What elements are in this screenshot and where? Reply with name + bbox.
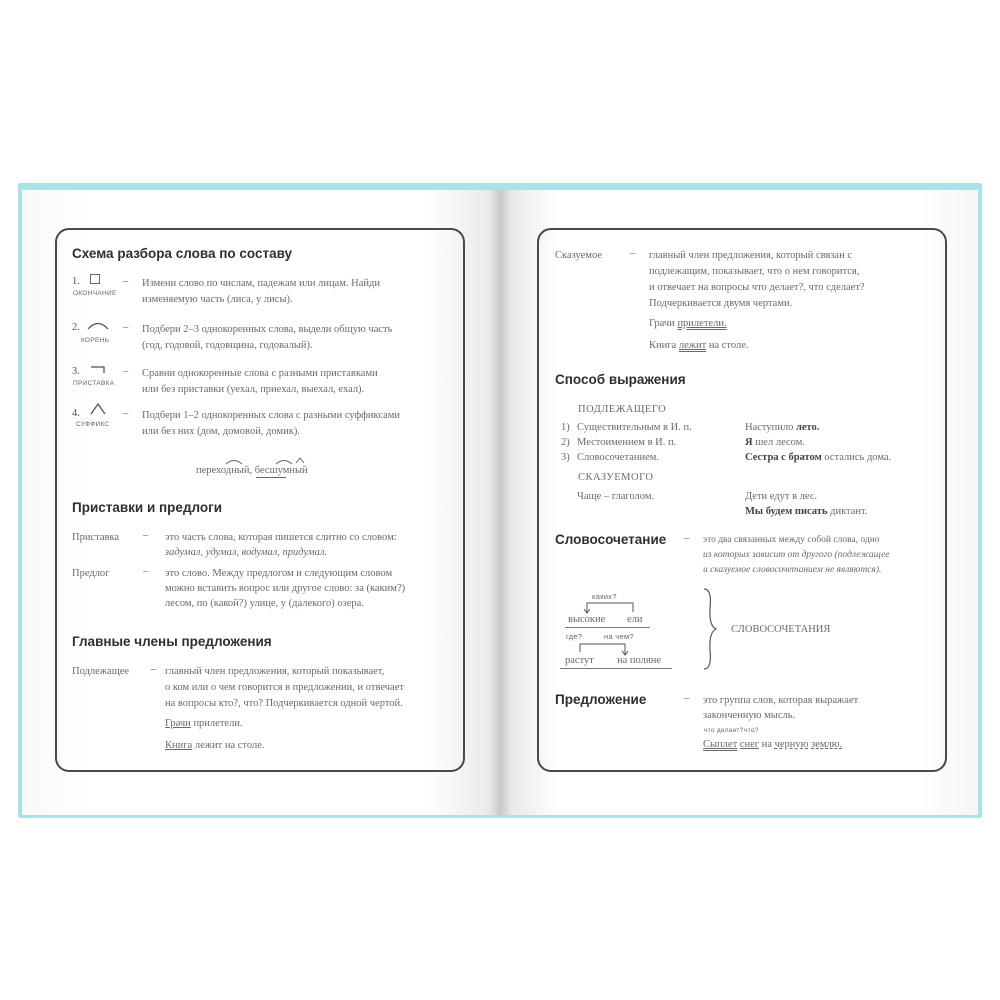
- definition-example: задумал, удумал, водумал, придумал.: [165, 547, 328, 558]
- row-number: 2): [561, 437, 570, 448]
- row-label: Существительным в И. п.: [577, 422, 692, 433]
- definition-text: это группа слов, которая выражает: [703, 695, 859, 706]
- phrase-word: высокие: [568, 614, 606, 625]
- predicate-example: Дети едут в лес.: [745, 491, 818, 502]
- example-line: [165, 716, 243, 731]
- example-text: Наступило: [745, 422, 794, 433]
- question-label: каких?: [592, 592, 617, 601]
- phrase-word: растут: [565, 655, 594, 666]
- morpheme-marks: [196, 457, 326, 465]
- example-line: [165, 738, 264, 753]
- section-title-prefixes: Приставки и предлоги: [72, 500, 223, 515]
- section-title-phrase: Словосочетание: [555, 532, 667, 547]
- definition-text: о ком или о чем говорится в предложении, и отвечает: [165, 682, 404, 693]
- subject-heading: ПОДЛЕЖАЩЕГО: [578, 404, 667, 415]
- dash: –: [123, 322, 129, 333]
- subject-word: Книга: [165, 740, 193, 751]
- definition-text: и сказуемое словосочетанием не являются).: [703, 565, 882, 575]
- sentence-example: [703, 737, 842, 752]
- predicate-word: лежит: [678, 340, 707, 351]
- phrase-word: ели: [627, 614, 643, 625]
- object-word: землю.: [811, 739, 843, 750]
- dash: –: [684, 693, 690, 704]
- definition-text: можно вставить вопрос или другое слово: за (каким?): [165, 583, 406, 594]
- row-example: [745, 420, 819, 435]
- step-label: СУФФИКС: [76, 421, 110, 428]
- section-title-main-parts: Главные члены предложения: [72, 634, 272, 649]
- step-text: Подбери 1–2 однокоренных слова с разными суффиксами: [142, 410, 401, 421]
- example-subject: Грачи: [649, 318, 675, 329]
- step-text: Подбери 2–3 однокоренных слова, выдели общую часть: [142, 324, 393, 335]
- definition-text: законченную мысль.: [703, 710, 796, 721]
- predicate-word: прилетели.: [677, 318, 727, 329]
- curly-brace: [702, 588, 718, 670]
- example-rest: лежит на столе.: [194, 740, 265, 751]
- predicate-word: Сыплет: [703, 739, 738, 750]
- step-number: 2.: [72, 322, 80, 333]
- example-rest: прилетели.: [193, 718, 243, 729]
- phrase-word: на поляне: [617, 655, 661, 666]
- term-subject: Подлежащее: [72, 666, 130, 677]
- dash: –: [143, 566, 149, 577]
- example-line: [649, 316, 727, 331]
- modifier-word: черную: [774, 739, 809, 750]
- definition-text: и отвечает на вопросы что делает?, что сделает?: [649, 282, 865, 293]
- definition-text: главный член предложения, который связан с: [649, 250, 852, 261]
- phrases-label: СЛОВОСОЧЕТАНИЯ: [731, 624, 831, 635]
- separator-line: [256, 477, 286, 478]
- definition-text: подлежащим, показывает, что о нем говорится,: [649, 266, 860, 277]
- dash: –: [630, 248, 636, 259]
- predicate-heading: СКАЗУЕМОГО: [578, 472, 654, 483]
- dash: –: [123, 276, 129, 287]
- definition-text: главный член предложения, который показывает,: [165, 666, 385, 677]
- example-bold: лето.: [795, 422, 820, 433]
- term-predicate: Сказуемое: [555, 250, 602, 261]
- question-label: где?: [566, 632, 583, 641]
- step-text: (год, годовой, годовщина, годовалый).: [142, 340, 313, 351]
- dash: –: [123, 366, 129, 377]
- step-text: Измени слово по числам, падежам или лицам. Найди: [142, 278, 380, 289]
- suffix-caret-icon: [90, 403, 106, 415]
- section-title-word-parsing: Схема разбора слова по составу: [72, 246, 293, 261]
- step-number: 3.: [72, 366, 80, 377]
- example-text: шел лесом.: [755, 437, 805, 448]
- row-number: 3): [561, 452, 570, 463]
- predicate-example: [745, 504, 867, 519]
- question-label: что делает?: [704, 727, 744, 734]
- example-text: остались дома.: [824, 452, 892, 463]
- step-label: КОРЕНЬ: [81, 337, 110, 344]
- subject-word: снег: [739, 739, 760, 750]
- section-title-expression: Способ выражения: [555, 372, 686, 387]
- example-subject: Книга: [649, 340, 677, 351]
- root-arc-icon: [87, 320, 109, 330]
- example-line: [649, 338, 749, 353]
- example-bold: Сестра с братом: [745, 452, 822, 463]
- definition-text: это два связанных между собой слова, одно: [703, 535, 880, 545]
- step-text: или без приставки (уехал, приехал, выехал, ехал).: [142, 384, 365, 395]
- step-number: 4.: [72, 408, 80, 419]
- definition-text: из которых зависит от другого (подлежащее: [703, 550, 890, 560]
- book-gutter: [488, 190, 512, 815]
- step-label: ОКОНЧАНИЕ: [73, 290, 117, 297]
- row-label: Словосочетанием.: [577, 452, 660, 463]
- dash: –: [143, 530, 149, 541]
- word-parse-example: переходный, бесшумный: [196, 465, 308, 476]
- question-label: на чем?: [604, 632, 634, 641]
- section-title-sentence: Предложение: [555, 692, 647, 707]
- definition-text: на вопросы кто?, что? Подчеркивается одной чертой.: [165, 698, 403, 709]
- term-preposition: Предлог: [72, 568, 110, 579]
- separator-line: [560, 668, 672, 669]
- definition-text: Подчеркивается двумя чертами.: [649, 298, 793, 309]
- predicate-expression: Чаще – глаголом.: [577, 491, 655, 502]
- subject-word: Грачи: [165, 718, 191, 729]
- term-prefix: Приставка: [72, 532, 120, 543]
- example-text: на: [761, 739, 772, 750]
- dash: –: [151, 664, 157, 675]
- step-label: ПРИСТАВКА: [73, 380, 115, 387]
- row-example: [745, 450, 891, 465]
- row-example: [745, 435, 805, 450]
- step-text: Сравни однокоренные слова с разными приставками: [142, 368, 378, 379]
- example-bold: Мы будем писать: [745, 506, 828, 517]
- step-text: изменяемую часть (лиса, у лисы).: [142, 294, 293, 305]
- row-label: Местоимением в И. п.: [577, 437, 677, 448]
- row-number: 1): [561, 422, 570, 433]
- step-text: или без них (дом, домовой, домик).: [142, 426, 300, 437]
- example-bold: Я: [745, 437, 753, 448]
- ending-symbol-icon: [90, 274, 100, 284]
- question-label: что?: [744, 727, 759, 734]
- example-rest: на столе.: [708, 340, 749, 351]
- prefix-symbol-icon: [90, 366, 106, 374]
- step-number: 1.: [72, 276, 80, 287]
- example-text: диктант.: [830, 506, 868, 517]
- separator-line: [565, 627, 650, 628]
- dash: –: [123, 408, 129, 419]
- definition-text: это часть слова, которая пишется слитно со словом:: [165, 532, 397, 543]
- definition-text: это слово. Между предлогом и следующим словом: [165, 568, 393, 579]
- dash: –: [684, 533, 690, 544]
- definition-text: лесом, по (какой?) улице, у (далекого) озера.: [165, 598, 364, 609]
